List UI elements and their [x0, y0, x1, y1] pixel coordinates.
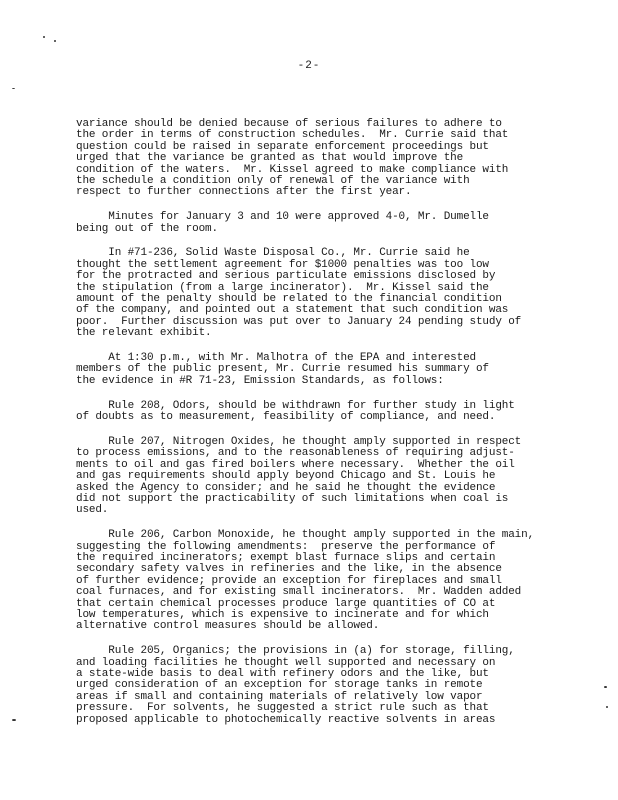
text-line: variance should be denied because of serious failures to adhere to [76, 118, 502, 130]
text-line: alternative control measures should be allowed. [76, 620, 380, 633]
paragraph-rule-206 [76, 530, 576, 633]
text-line: the required incinerators; exempt blast furnace slips and certain [76, 551, 496, 564]
text-line: the relevant exhibit. [76, 327, 212, 340]
text-line: Rule 207, Nitrogen Oxides, he thought amply supported in respect [76, 435, 522, 448]
paragraph-afternoon-session [76, 353, 576, 387]
text-line: a state-wide basis to deal with refinery odors and the like, but [76, 667, 489, 680]
text-line: thought the settlement agreement for $1000 penalties was too low [76, 258, 489, 271]
text-line: pressure. For solvents, he suggested a strict rule such as that [76, 702, 489, 715]
paragraph-solid-waste [76, 248, 576, 339]
document-body [76, 119, 576, 739]
text-line: and loading facilities he thought well supported and necessary on [76, 656, 496, 669]
text-line: the order in terms of construction schedules. Mr. Currie said that [76, 129, 509, 142]
text-line: the stipulation (from a large incinerator). Mr. Kissel said the [76, 281, 489, 294]
text-line: and gas requirements should apply beyond Chicago and St. Louis he [76, 470, 496, 483]
scan-speck [54, 40, 56, 42]
text-line: At 1:30 p.m., with Mr. Malhotra of the EPA and interested [76, 352, 476, 365]
text-line: the schedule a condition only of renewal of the variance with [76, 175, 470, 188]
text-line: used. [76, 504, 109, 517]
text-line: coal furnaces, and for existing small incinerators. Mr. Wadden added [76, 586, 522, 599]
text-line: members of the public present, Mr. Currie resumed his summary of [76, 363, 489, 376]
text-line: proposed applicable to photochemically reactive solvents in areas [76, 713, 496, 726]
text-line: Rule 208, Odors, should be withdrawn for further study in light [76, 399, 515, 412]
scan-speck [12, 719, 16, 721]
text-line: of doubts as to measurement, feasibility of compliance, and need. [76, 411, 496, 424]
paragraph-minutes [76, 212, 576, 235]
text-line: did not support the practicability of such limitations when coal is [76, 492, 509, 505]
text-line: urged consideration of an exception for storage tanks in remote [76, 679, 483, 692]
text-line: Rule 205, Organics; the provisions in (a) for storage, filling, [76, 645, 515, 658]
page-number: -2- [297, 60, 321, 72]
paragraph-rule-208 [76, 401, 576, 424]
text-line: the evidence in #R 71-23, Emission Standards, as follows: [76, 374, 444, 387]
text-line: low temperatures, which is expensive to incinerate and for which [76, 608, 489, 621]
text-line: to process emissions, and to the reasonableness of requiring adjust- [76, 447, 515, 460]
text-line: ments to oil and gas fired boilers where necessary. Whether the oil [76, 458, 515, 471]
text-line: of further evidence; provide an exception for fireplaces and small [76, 574, 502, 587]
paragraph-rule-207 [76, 437, 576, 517]
scan-speck [12, 88, 15, 89]
text-line: urged that the variance be granted as that would improve the [76, 152, 464, 165]
text-line: suggesting the following amendments: preserve the performance of [76, 540, 496, 553]
text-line: for the protracted and serious particulate emissions disclosed by [76, 270, 496, 283]
text-line: of the company, and pointed out a statement that such condition was [76, 304, 509, 317]
text-line: being out of the room. [76, 222, 218, 235]
text-line: Rule 206, Carbon Monoxide, he thought amply supported in the main, [76, 529, 535, 542]
paragraph-rule-205 [76, 646, 576, 726]
text-line: respect to further connections after the first year. [76, 186, 412, 199]
text-line: In #71-236, Solid Waste Disposal Co., Mr. Currie said he [76, 247, 470, 260]
scan-speck [43, 36, 45, 38]
paragraph-variance [76, 119, 576, 199]
text-line: areas if small and containing materials of relatively low vapor [76, 690, 483, 703]
text-line: asked the Agency to consider; and he said he thought the evidence [76, 481, 496, 494]
text-line: question could be raised in separate enforcement proceedings but [76, 140, 489, 153]
text-line: amount of the penalty should be related to the financial condition [76, 293, 502, 306]
text-line: condition of the waters. Mr. Kissel agreed to make compliance with [76, 163, 509, 176]
text-line: Minutes for January 3 and 10 were approved 4-0, Mr. Dumelle [76, 211, 489, 224]
text-line: poor. Further discussion was put over to January 24 pending study of [76, 315, 522, 328]
text-line: secondary safety valves in refineries and the like, in the absence [76, 563, 502, 576]
text-line: that certain chemical processes produce large quantities of CO at [76, 597, 496, 610]
scan-speck [606, 706, 608, 708]
scan-speck [604, 686, 607, 688]
